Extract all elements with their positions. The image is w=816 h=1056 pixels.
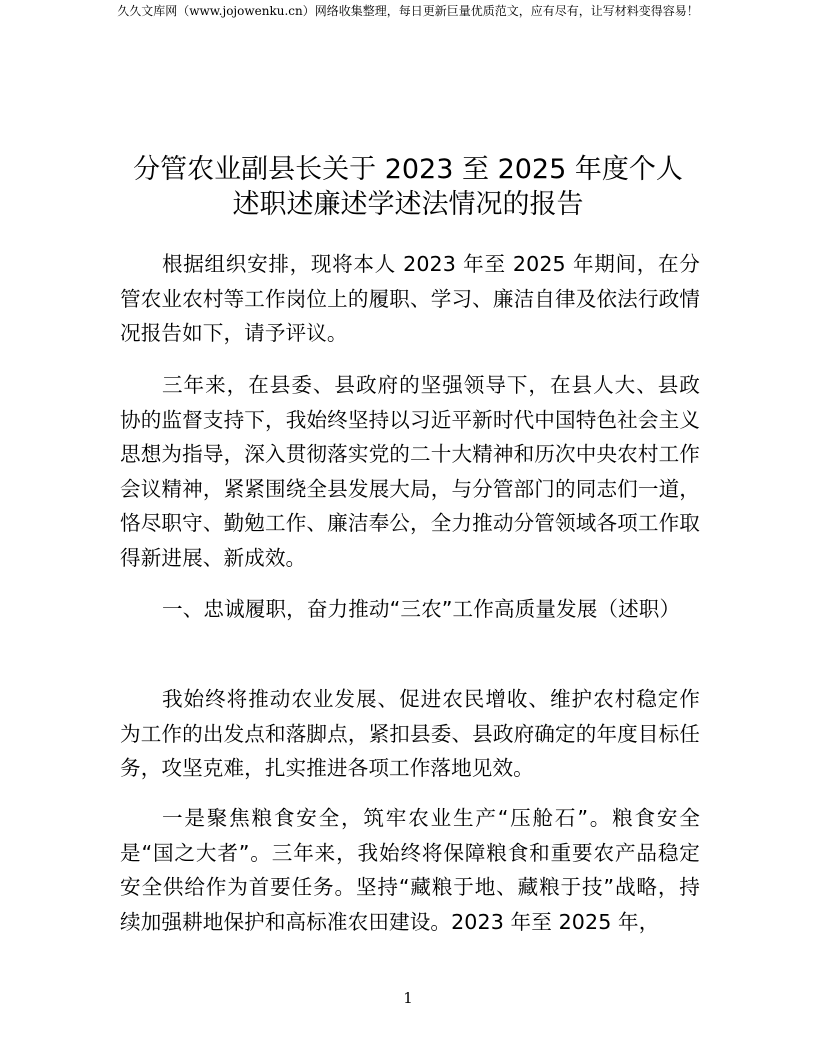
- document-title: [60, 152, 756, 222]
- header-banner: 久久文库网（www.jojowenku.cn）网络收集整理，每日更新巨量优质范文，应有尽有，让写材料变得容易！: [117, 4, 699, 18]
- section-heading: 一、忠诚履职，奋力推动“三农”工作高质量发展（述职）: [162, 597, 681, 621]
- title-line-2: 述职述廉述学述法情况的报告: [232, 189, 584, 220]
- title-line-1: 分管农业副县长关于 2023 至 2025 年度个人: [133, 154, 683, 185]
- paragraph-duties: 我始终将推动农业发展、促进农民增收、维护农村稳定作为工作的出发点和落脚点，紧扣县委、县政府确定的年度目标任务，攻坚克难，扎实推进各项工作落地见效。: [120, 687, 700, 780]
- paragraph-intro: 根据组织安排，现将本人 2023 年至 2025 年期间，在分管农业农村等工作岗位上的履职、学习、廉洁自律及依法行政情况报告如下，请予评议。: [120, 252, 700, 345]
- paragraph-food-security: 一是聚焦粮食安全，筑牢农业生产“压舱石”。粮食安全是“国之大者”。三年来，我始终将保障粮食和重要农产品稳定安全供给作为首要任务。坚持“藏粮于地、藏粮于技”战略，持续加强耕地保护和高标准农田建设。2023 年至 2025 年，: [120, 806, 700, 934]
- page-number: 1: [403, 989, 413, 1007]
- paragraph-overview: 三年来，在县委、县政府的坚强领导下，在县人大、县政协的监督支持下，我始终坚持以习近平新时代中国特色社会主义思想为指导，深入贯彻落实党的二十大精神和历次中央农村工作会议精神，紧紧围绕全县发展大局，与分管部门的同志们一道，恪尽职守、勤勉工作、廉洁奉公，全力推动分管领域各项工作取得新进展、新成效。: [120, 373, 700, 570]
